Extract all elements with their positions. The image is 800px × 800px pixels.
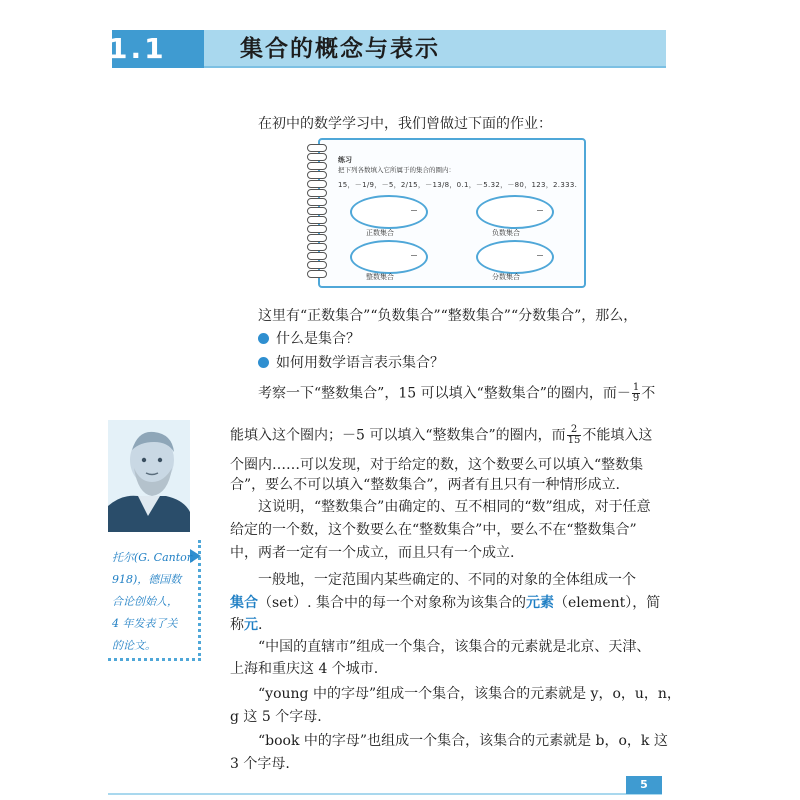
example-cities-line-1: “中国的直辖市”组成一个集合，该集合的元素就是北京、天津、 bbox=[258, 639, 651, 655]
set-ellipse-fraction bbox=[476, 240, 554, 274]
explain-line-3: 中，两者一定有一个成立，而且只有一个成立. bbox=[230, 545, 515, 561]
term-element: 元素 bbox=[526, 595, 554, 611]
set-ellipse-integer bbox=[350, 240, 428, 274]
set-label-negative: 负数集合 bbox=[492, 229, 520, 237]
exercise-numbers: 15，－1/9，－5，2/15，－13/8，0.1，－5.32，－80，123，2.333. bbox=[338, 181, 578, 189]
set-label-integer: 整数集合 bbox=[366, 273, 394, 281]
bullet-question-1: 什么是集合？ bbox=[276, 331, 360, 347]
examine-line-3: 个圈内……可以发现，对于给定的数，这个数要么可以填入“整数集 bbox=[230, 457, 644, 473]
definition-line-3b: . bbox=[258, 617, 263, 633]
definition-line-1: 一般地，一定范围内某些确定的、不同的对象的全体组成一个 bbox=[258, 572, 636, 588]
definition-line-2a: （set）. 集合中的每一个对象称为该集合的 bbox=[258, 595, 526, 611]
definition-line-3a: 称 bbox=[230, 617, 244, 633]
set-ellipse-positive bbox=[350, 195, 428, 229]
term-short: 元 bbox=[244, 617, 258, 633]
page-number: 5 bbox=[626, 776, 662, 794]
definition-line-2 bbox=[230, 593, 660, 613]
intro-text: 在初中的数学学习中，我们曾做过下面的作业： bbox=[258, 116, 552, 132]
examine-line-4: 合”，要么不可以填入“整数集合”，两者有且只有一种情形成立. bbox=[230, 477, 620, 493]
sidebar-line-4: 4 年发表了关 bbox=[112, 617, 178, 630]
term-set: 集合 bbox=[230, 595, 258, 611]
sidebar-line-1: 托尔(G. Cantor, bbox=[112, 551, 195, 564]
examine-line-1a: 考察一下“整数集合”，15 可以填入“整数集合”的圈内，而－ bbox=[258, 385, 631, 402]
bullet-dot-icon bbox=[258, 333, 269, 344]
exercise-instruction: 把下列各数填入它所属于的集合的圈内： bbox=[338, 166, 455, 174]
example-book-line-1: “book 中的字母”也组成一个集合，该集合的元素就是 b，o，k 这 bbox=[258, 733, 668, 749]
examine-line-1b: 不 bbox=[641, 385, 656, 402]
definition-line-2b: （element），简 bbox=[554, 595, 661, 611]
section-title: 集合的概念与表示 bbox=[240, 35, 440, 62]
example-young-line-2: g 这 5 个字母. bbox=[230, 709, 322, 725]
set-label-positive: 正数集合 bbox=[366, 229, 394, 237]
bullet-question-2: 如何用数学语言表示集合？ bbox=[276, 355, 444, 371]
set-ellipse-negative bbox=[476, 195, 554, 229]
sidebar-line-5: 的论文。 bbox=[112, 639, 156, 652]
example-young-line-1: “young 中的字母”组成一个集合，该集合的元素就是 y，o，u，n， bbox=[258, 686, 681, 702]
fraction-one-ninth: $\frac{1}{9}$ bbox=[632, 382, 640, 404]
bullet-dot-icon bbox=[258, 357, 269, 368]
definition-line-3 bbox=[230, 615, 262, 635]
notebook-spiral-icon bbox=[307, 144, 329, 280]
examine-line-2 bbox=[230, 425, 652, 446]
example-cities-line-2: 上海和重庆这 4 个城市. bbox=[230, 661, 379, 677]
examine-line-2a: 能填入这个圈内；－5 可以填入“整数集合”的圈内，而 bbox=[230, 427, 566, 444]
sets-intro-text: 这里有“正数集合”“负数集合”“整数集合”“分数集合”，那么， bbox=[258, 308, 638, 324]
section-number: 1.1 bbox=[112, 30, 204, 68]
header-rule bbox=[204, 66, 666, 68]
cantor-portrait bbox=[108, 420, 190, 532]
examine-line-1 bbox=[258, 383, 655, 404]
set-label-fraction: 分数集合 bbox=[492, 273, 520, 281]
exercise-title: 练习 bbox=[338, 156, 352, 164]
fraction-two-fifteenths: $\frac{2}{15}$ bbox=[567, 424, 581, 446]
examine-line-2b: 不能填入这 bbox=[582, 427, 653, 444]
sidebar-line-3: 合论创始人， bbox=[112, 595, 178, 608]
footer-rule bbox=[108, 793, 662, 795]
explain-line-2: 给定的一个数，这个数要么在“整数集合”中，要么不在“整数集合” bbox=[230, 522, 637, 538]
explain-line-1: 这说明，“整数集合”由确定的、互不相同的“数”组成，对于任意 bbox=[258, 499, 651, 515]
example-book-line-2: 3 个字母. bbox=[230, 756, 290, 772]
sidebar-line-2: 918)，德国数 bbox=[112, 573, 182, 586]
